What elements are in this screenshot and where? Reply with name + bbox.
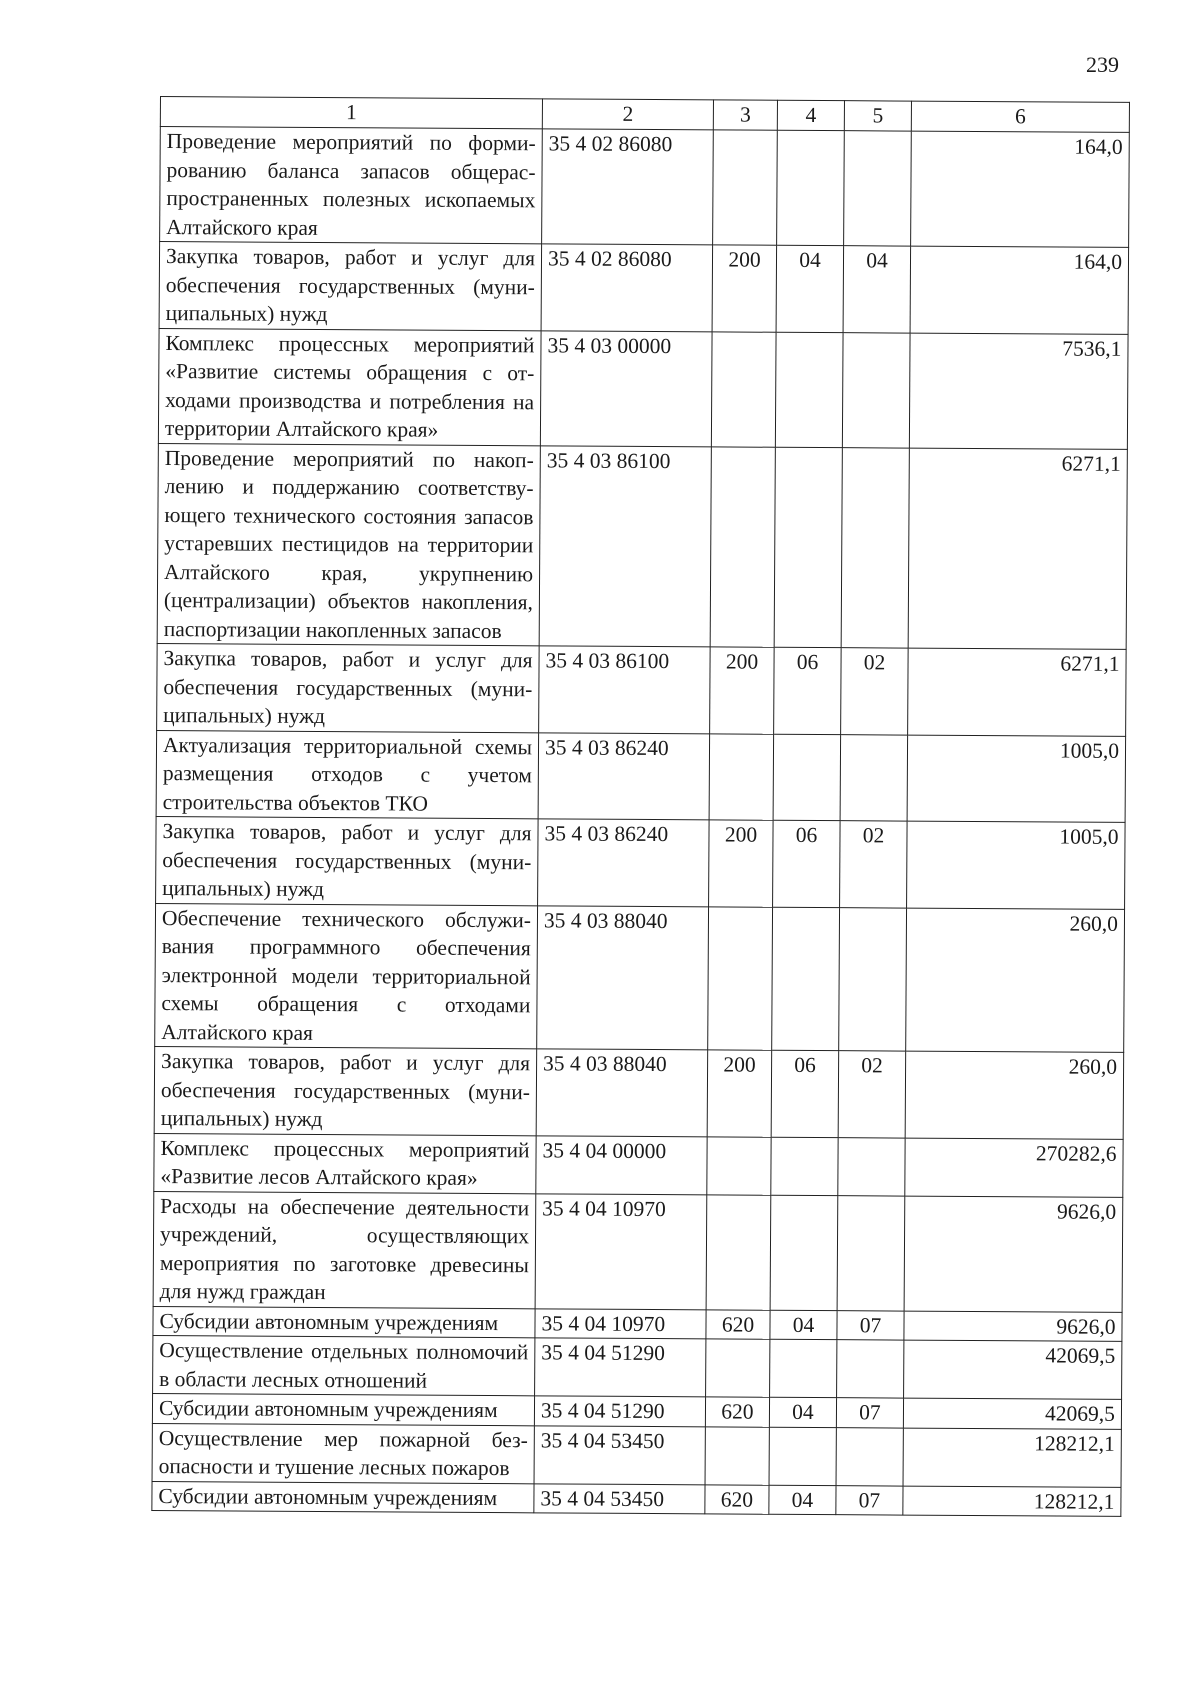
header-col-1: 1 (160, 97, 542, 129)
row-col-3: 200 (709, 820, 774, 907)
row-code: 35 4 04 10970 (535, 1193, 707, 1309)
table-row (153, 1191, 1123, 1312)
row-amount: 164,0 (911, 131, 1130, 247)
table-body (152, 127, 1129, 1517)
row-col-5: 07 (836, 1485, 903, 1515)
row-col-5 (840, 734, 908, 821)
row-col-3: 200 (710, 647, 775, 734)
row-col-4: 06 (773, 820, 841, 907)
row-col-4: 04 (769, 1397, 836, 1427)
row-code: 35 4 03 88040 (536, 1049, 708, 1137)
row-amount: 128212,1 (903, 1428, 1121, 1487)
row-col-4: 06 (774, 647, 842, 734)
row-col-4: 04 (770, 1310, 837, 1340)
header-col-4: 4 (777, 100, 844, 130)
row-col-5: 02 (838, 1051, 906, 1138)
row-col-3 (711, 331, 776, 446)
table-row (154, 1133, 1123, 1197)
row-code: 35 4 03 88040 (537, 905, 709, 1050)
row-name: Актуализация территориальной схемы размещения отходов с учетом строительства объектов ТКО (156, 730, 539, 819)
row-col-5 (837, 1195, 905, 1310)
row-col-3 (709, 733, 774, 820)
row-name: Закупка товаров, работ и услуг для обеспечения государственных (муниципальных) нужд (156, 816, 539, 905)
table-row (156, 816, 1126, 908)
row-col-3: 200 (707, 1050, 772, 1137)
row-name: Осуществление мер пожарной безопасности и тушение лесных пожаров (152, 1423, 534, 1483)
row-col-4 (775, 332, 843, 447)
row-amount: 270282,6 (905, 1138, 1123, 1197)
budget-table (151, 96, 1130, 1517)
row-amount: 128212,1 (903, 1486, 1121, 1517)
row-name: Субсидии автономным учреждениям (152, 1481, 534, 1513)
row-col-3: 200 (712, 245, 777, 332)
row-col-4 (769, 1427, 836, 1485)
row-amount: 6271,1 (908, 448, 1127, 650)
row-code: 35 4 04 51290 (534, 1396, 705, 1427)
row-code: 35 4 04 00000 (536, 1135, 707, 1194)
header-col-5: 5 (844, 101, 911, 131)
row-col-5: 02 (841, 648, 909, 735)
table-row (155, 903, 1125, 1052)
row-name: Проведение мероприятий по накоплению и поддержанию соответствующего технического состояния запасов устаревших пестицидов на территории Алтайского края, укрупнению (централизации) объектов накопления, паспортизации накопленных запасов (157, 443, 540, 646)
row-code: 35 4 03 86240 (538, 732, 710, 820)
row-amount: 164,0 (910, 246, 1129, 334)
row-col-5 (841, 447, 909, 648)
row-code: 35 4 04 10970 (535, 1308, 706, 1339)
row-col-4: 04 (776, 245, 844, 332)
row-col-4 (774, 447, 842, 648)
row-code: 35 4 04 51290 (535, 1338, 706, 1397)
row-name: Расходы на обеспечение деятельности учреждений, осуществляющих мероприятия по заготовке древесины для нужд граждан (153, 1191, 536, 1308)
row-code: 35 4 04 53450 (534, 1425, 705, 1484)
row-name: Комплекс процессных мероприятий «Развитие лесов Алтайского края» (154, 1133, 536, 1193)
table-row (159, 242, 1129, 334)
table-row (152, 1423, 1121, 1487)
row-col-3: 620 (706, 1309, 770, 1339)
table-row (152, 1481, 1121, 1516)
table-row (156, 730, 1126, 822)
table-row (158, 328, 1128, 449)
row-code: 35 4 03 86100 (539, 445, 711, 647)
row-col-4 (771, 1137, 838, 1195)
row-col-5 (838, 1137, 905, 1195)
table-row (160, 127, 1130, 248)
row-col-3 (707, 1136, 771, 1194)
row-col-5: 04 (843, 246, 911, 333)
row-col-5: 07 (836, 1398, 903, 1428)
table-row (157, 643, 1127, 735)
row-name: Закупка товаров, работ и услуг для обеспечения государственных (муниципальных) нужд (157, 643, 540, 732)
row-col-4 (772, 907, 840, 1051)
row-col-5: 02 (840, 821, 908, 908)
page-number: 239 (1086, 52, 1119, 77)
row-code: 35 4 02 86080 (541, 244, 713, 332)
row-col-5 (842, 332, 910, 447)
row-col-3 (708, 906, 773, 1050)
row-code: 35 4 03 86100 (539, 646, 711, 734)
row-col-4 (773, 734, 841, 821)
row-name: Обеспечение технического обслуживания программного обеспечения электронной модели территориальной схемы обращения с отходами Алтайского края (155, 903, 538, 1049)
row-col-3 (713, 130, 778, 245)
row-amount: 7536,1 (909, 333, 1128, 449)
table-row (157, 443, 1127, 649)
row-col-3 (706, 1339, 770, 1397)
row-amount: 260,0 (905, 1051, 1124, 1139)
row-amount: 9626,0 (904, 1196, 1123, 1312)
row-col-4 (777, 130, 845, 245)
row-col-3 (705, 1426, 769, 1484)
row-amount: 1005,0 (907, 821, 1126, 909)
row-name: Осуществление отдельных полномочий в области лесных отношений (153, 1335, 535, 1395)
row-col-3: 620 (705, 1397, 769, 1427)
row-col-5: 07 (837, 1310, 904, 1340)
header-col-2: 2 (542, 99, 713, 130)
row-col-3 (710, 446, 775, 647)
row-col-4 (770, 1339, 837, 1397)
row-code: 35 4 02 86080 (542, 129, 714, 245)
row-amount: 42069,5 (903, 1398, 1121, 1429)
row-code: 35 4 03 00000 (540, 330, 712, 446)
row-amount: 6271,1 (908, 648, 1127, 736)
row-name: Субсидии автономным учреждениям (153, 1306, 535, 1338)
row-code: 35 4 03 86240 (538, 819, 710, 907)
row-amount: 260,0 (906, 908, 1125, 1053)
row-col-5 (837, 1340, 904, 1398)
row-col-3: 620 (705, 1484, 769, 1514)
row-col-3 (706, 1194, 771, 1309)
row-amount: 9626,0 (904, 1311, 1122, 1342)
row-col-5 (844, 131, 912, 246)
row-name: Проведение мероприятий по формированию баланса запасов общераспространенных полезных ископаемых Алтайского края (160, 127, 543, 244)
row-col-4: 04 (769, 1485, 836, 1515)
row-amount: 1005,0 (907, 735, 1126, 823)
row-col-4: 06 (771, 1050, 839, 1137)
row-name: Субсидии автономным учреждениям (152, 1393, 534, 1425)
row-name: Закупка товаров, работ и услуг для обеспечения государственных (муниципальных) нужд (159, 242, 542, 331)
row-name: Комплекс процессных мероприятий «Развитие системы обращения с отходами производства и потребления на территории Алтайского края» (158, 328, 541, 445)
row-amount: 42069,5 (904, 1340, 1122, 1399)
row-col-5 (836, 1427, 903, 1485)
row-col-5 (839, 907, 907, 1051)
table-row (153, 1335, 1122, 1399)
row-code: 35 4 04 53450 (534, 1483, 705, 1514)
row-col-4 (770, 1195, 838, 1310)
header-col-3: 3 (713, 100, 777, 130)
table-container (151, 96, 1130, 1517)
header-col-6: 6 (911, 101, 1129, 132)
table-row (154, 1046, 1124, 1138)
row-name: Закупка товаров, работ и услуг для обеспечения государственных (муниципальных) нужд (154, 1046, 537, 1135)
